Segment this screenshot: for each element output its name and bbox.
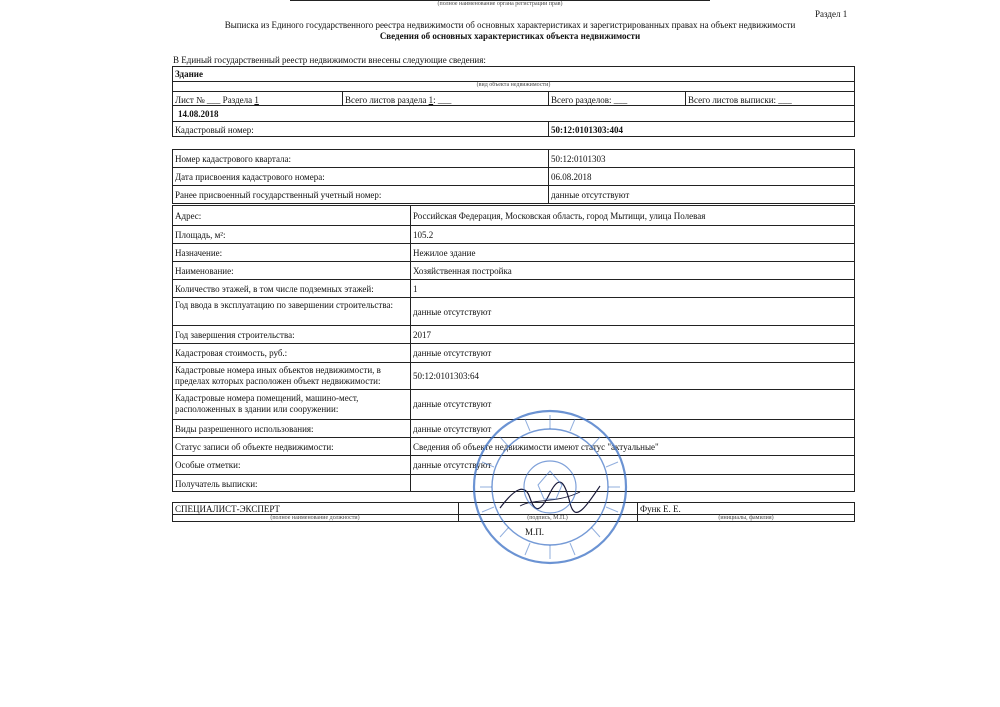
table-a-divider — [548, 149, 549, 204]
table-row-label: Получатель выписки: — [175, 479, 258, 489]
table-row-value: данные отсутствуют — [413, 399, 492, 409]
sheet-number: Лист № ___ Раздела 1 — [175, 95, 259, 105]
signature-caption: (подпись, М.П.) — [527, 515, 568, 521]
cadastral-label: Кадастровый номер: — [175, 125, 254, 135]
cadastral-sep — [548, 121, 549, 137]
table-row-value: 105.2 — [413, 230, 434, 240]
table-row-label: Адрес: — [175, 211, 202, 221]
table-row-label: Год ввода в эксплуатацию по завершении строительства: — [175, 300, 393, 310]
table-b-divider — [410, 205, 411, 492]
sheet-sep-3 — [685, 91, 686, 105]
table-row-label: Виды разрешенного использования: — [175, 424, 314, 434]
section-label: Раздел 1 — [815, 9, 848, 19]
table-b-line — [172, 389, 855, 390]
date-row-top — [172, 105, 855, 106]
table-row-value: Нежилое здание — [413, 248, 476, 258]
table-row-label: Площадь, м²: — [175, 230, 226, 240]
table-b-line — [172, 261, 855, 262]
table-row-value: 50:12:0101303:64 — [413, 371, 480, 381]
table-b-line — [172, 343, 855, 344]
extract-date: 14.08.2018 — [178, 109, 219, 119]
table-row-label: Кадастровые номера иных объектов недвижимости, в пределах которых расположен объект недвижимости: — [175, 365, 381, 386]
object-type: Здание — [175, 69, 203, 79]
sheet-sep-2 — [548, 91, 549, 105]
table-b-line — [172, 279, 855, 280]
stamp-mark: М.П. — [525, 527, 545, 537]
table-b-line — [172, 325, 855, 326]
table-row-label: Ранее присвоенный государственный учетный номер: — [175, 190, 382, 200]
title-line-2: Сведения об основных характеристиках объекта недвижимости — [379, 31, 641, 41]
signer-position: СПЕЦИАЛИСТ-ЭКСПЕРТ — [175, 504, 280, 514]
total-sections: Всего разделов: ___ — [551, 95, 628, 105]
table-row-value: данные отсутствуют — [413, 307, 492, 317]
sheet-row-top — [172, 91, 855, 92]
cadastral-value: 50:12:0101303:404 — [551, 125, 623, 135]
table-row-value: 1 — [413, 284, 418, 294]
table-row-label: Статус записи об объекте недвижимости: — [175, 442, 334, 452]
table-row-value: данные отсутствуют — [413, 348, 492, 358]
sheet-sep-1 — [342, 91, 343, 105]
table-row-value: данные отсутствуют — [413, 424, 492, 434]
table-b-line — [172, 297, 855, 298]
total-extract-sheets: Всего листов выписки: ___ — [688, 95, 792, 105]
table-row-value: Хозяйственная постройка — [413, 266, 512, 276]
table-row-value: 2017 — [413, 330, 431, 340]
table-row-value: Российская Федерация, Московская область, город Мытищи, улица Полевая — [413, 211, 706, 221]
total-sheets-section: Всего листов раздела 1: ___ — [345, 95, 452, 105]
authority-caption: (полное наименование органа регистрации прав) — [437, 1, 563, 7]
table-a-line-1 — [172, 167, 855, 168]
table-row-label: Кадастровая стоимость, руб.: — [175, 348, 288, 358]
table-b-line — [172, 225, 855, 226]
table-row-value: 50:12:0101303 — [551, 154, 606, 164]
table-row-label: Номер кадастрового квартала: — [175, 154, 291, 164]
title-line-1: Выписка из Единого государственного реестра недвижимости об основных характеристиках и зарегистрированных правах на объект недвижимости — [224, 20, 796, 30]
position-caption: (полное наименование должности) — [270, 515, 360, 521]
table-row-label: Назначение: — [175, 248, 223, 258]
name-caption: (инициалы, фамилия) — [718, 515, 774, 521]
table-row-label: Количество этажей, в том числе подземных этажей: — [175, 284, 374, 294]
table-row-label: Кадастровые номера помещений, машино-мест, расположенных в здании или сооружении: — [175, 393, 359, 414]
table-row-label: Наименование: — [175, 266, 234, 276]
table-row-label: Дата присвоения кадастрового номера: — [175, 172, 325, 182]
table-b-line — [172, 362, 855, 363]
table-row-label: Особые отметки: — [175, 460, 241, 470]
intro-text: В Единый государственный реестр недвижимости внесены следующие сведения: — [173, 55, 486, 65]
cadastral-row-top — [172, 121, 855, 122]
object-type-caption: (вид объекта недвижимости) — [476, 82, 551, 88]
table-row-label: Год завершения строительства: — [175, 330, 295, 340]
signer-name: Функ Е. Е. — [640, 504, 681, 514]
table-row-value: данные отсутствуют — [551, 190, 630, 200]
table-row-value: данные отсутствуют — [413, 460, 492, 470]
table-row-value: 06.08.2018 — [551, 172, 592, 182]
table-b-line — [172, 243, 855, 244]
official-stamp — [470, 407, 630, 567]
authority-line — [290, 0, 710, 1]
table-row-value: Сведения об объекте недвижимости имеют статус "актуальные" — [413, 442, 659, 452]
table-a-line-2 — [172, 185, 855, 186]
